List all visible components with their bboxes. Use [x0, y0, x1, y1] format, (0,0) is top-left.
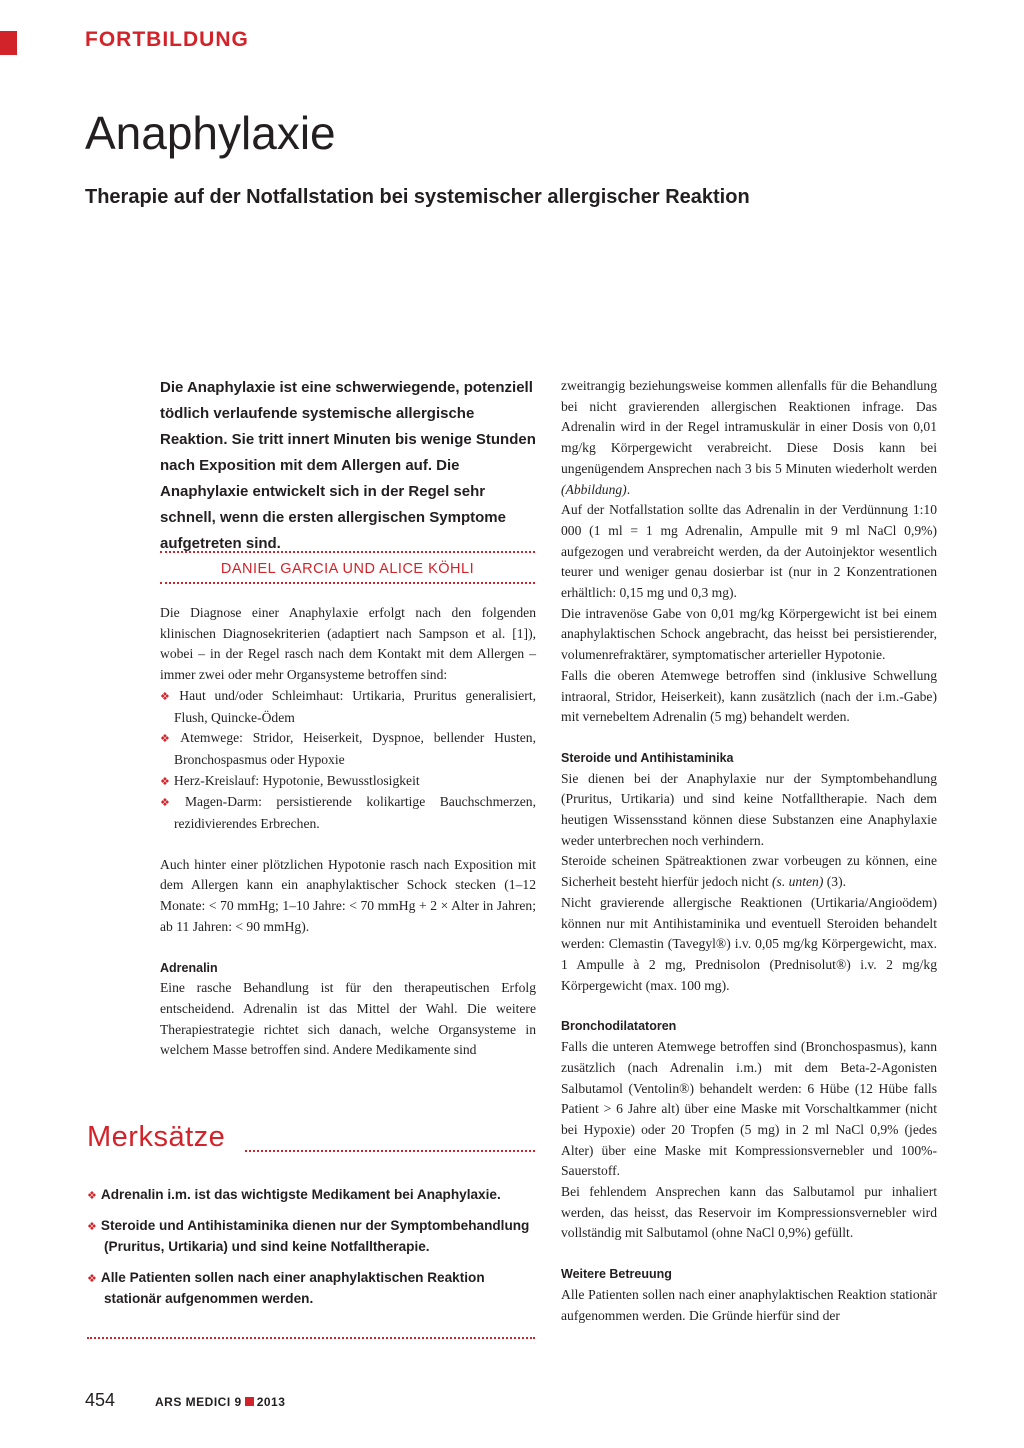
list-item: ❖ Haut und/oder Schleimhaut: Urtikaria, Pruritus generalisiert, Flush, Quincke-Ödem — [160, 687, 536, 725]
followup-paragraph: Alle Patienten sollen nach einer anaphylaktischen Reaktion stationär aufgenommen werden. Die Gründe hierfür sind der — [561, 1286, 937, 1323]
authors: DANIEL GARCIA UND ALICE KÖHLI — [220, 561, 475, 577]
article-title: Anaphylaxie — [85, 107, 336, 159]
journal-info — [155, 1395, 285, 1409]
heading-weitere-betreuung: Weitere Betreuung — [561, 1267, 672, 1282]
divider-bottom — [160, 582, 535, 584]
journal-year: 2013 — [256, 1395, 286, 1409]
merksatz-item: ❖ Steroide und Antihistaminika dienen nur der Symptombehandlung (Pruritus, Urtikaria) und sind keine Notfalltherapie. — [87, 1218, 530, 1254]
steroid-paragraph: Sie dienen bei der Anaphylaxie nur der Symptombehandlung (Pruritus, Urtikaria) und sind keine Notfalltherapie. Nach dem heutigen Wissensstand können diese Substanzen eine Anaphylaxie weder unterbrechen noch verhindern. — [561, 770, 937, 848]
late-reaction-paragraph: Steroide scheinen Spätreaktionen zwar vorbeugen zu können, eine Sicherheit besteht hierfür jedoch nicht (s. unten) (3). — [561, 853, 937, 890]
diamond-bullet-icon: ❖ — [87, 1272, 97, 1285]
merksaetze-bottom-divider — [87, 1337, 535, 1339]
heading-bronchodilatatoren: Bronchodilatatoren — [561, 1019, 677, 1034]
diamond-bullet-icon: ❖ — [87, 1220, 97, 1233]
merksaetze-heading: Merksätze — [87, 1121, 226, 1153]
antihistamine-paragraph: Nicht gravierende allergische Reaktionen (Urtikaria/Angioödem) können nur mit Antihistaminika und eventuell Steroiden behandelt werden: Clemastin (Tavegyl®) i.v. 0,05 mg/kg Körpergewicht, max. 1 Ampulle à 2 mg, Prednisolon (Prednisolut®) i.v. 2 mg/kg Körpergewicht (max. 100 mg). — [561, 894, 937, 993]
heading-adrenalin: Adrenalin — [160, 960, 218, 975]
hypotension-paragraph: Auch hinter einer plötzlichen Hypotonie rasch nach Exposition mit dem Allergen kann ein anaphylaktischer Schock stecken (1–12 Monate: < 70 mmHg; 1–10 Jahre: < 70 mmHg + 2 × Alter in Jahren; ab 11 Jahren: < 90 mmHg). — [160, 856, 536, 934]
lead-paragraph: Die Anaphylaxie ist eine schwerwiegende, potenziell tödlich verlaufende systemische allergische Reaktion. Sie tritt innert Minuten bis wenige Stunden nach Exposition mit dem Allergen auf. Die Anaphylaxie entwickelt sich in der Regel sehr schnell, wenn die ersten allergischen Symptome aufgetreten sind. — [160, 379, 536, 552]
adrenalin-paragraph: Eine rasche Behandlung ist für den therapeutischen Erfolg entscheidend. Adrenalin ist das Mittel der Wahl. Die weitere Therapiestrategie richtet sich danach, welche Organsysteme in welchem Masse betroffen sind. Andere Medikamente sind — [160, 980, 536, 1058]
separator-square-icon — [245, 1397, 254, 1406]
salbutamol-paragraph: Falls die unteren Atemwege betroffen sind (Bronchospasmus), kann zusätzlich (nach Adrenalin i.m.) mit dem Beta-2-Agonisten Salbutamol (Ventolin®) behandelt werden: 6 Hübe (12 Hübe falls Patient > 6 Jahre alt) über eine Maske mit Vorschaltkammer (nicht bei Hypoxie) oder 20 Tropfen (5 mg) in 2 ml NaCl 0,9% (jedes Alter) über eine Maske mit Kompressionsvernebler und 100%-Sauerstoff. — [561, 1039, 937, 1179]
divider-top — [160, 551, 535, 553]
body-column-1 — [160, 603, 536, 1061]
list-item: ❖ Atemwege: Stridor, Heiserkeit, Dyspnoe, bellender Husten, Bronchospasmus oder Hypoxie — [160, 730, 536, 767]
merksatz-item: ❖ Adrenalin i.m. ist das wichtigste Medikament bei Anaphylaxie. — [87, 1187, 501, 1202]
cross-reference: (s. unten) — [772, 874, 824, 890]
section-label: FORTBILDUNG — [85, 28, 249, 51]
diamond-bullet-icon: ❖ — [160, 774, 170, 788]
dilution-paragraph: Auf der Notfallstation sollte das Adrenalin in der Verdünnung 1:10 000 (1 ml = 1 mg Adrenalin, Ampulle mit 9 ml NaCl 0,9%) aufgezogen und verabreicht werden, da der Autoinjektor wesentlich teurer und weniger genau dosierbar ist (nur in 2 Konzentrationen erhältlich: 0,15 mg und 0,3 mg). — [561, 502, 937, 601]
salbutamol-pure-paragraph: Bei fehlendem Ansprechen kann das Salbutamol pur inhaliert werden, das heisst, das Reservoir im Kompressionsvernebler wird vollständig mit Salbutamol (ohne NaCl 0,9%) gefüllt. — [561, 1184, 937, 1241]
heading-steroide: Steroide und Antihistaminika — [561, 750, 734, 765]
page-number: 454 — [85, 1390, 116, 1410]
diamond-bullet-icon: ❖ — [160, 796, 181, 810]
diamond-bullet-icon: ❖ — [87, 1189, 97, 1202]
adrenalin-dose-paragraph: zweitrangig beziehungsweise kommen allenfalls für die Behandlung bei nicht gravierenden allergischen Reaktionen infrage. Das Adrenalin wird in der Regel intramuskulär in einer Dosis von 0,01 mg/kg Körpergewicht verabreicht. Diese Dosis kann bei ungenügendem Ansprechen nach 3 bis 5 Minuten wiederholt werden (Abbildung). — [561, 378, 937, 497]
list-item: ❖ Magen-Darm: persistierende kolikartige Bauchschmerzen, rezidivierendes Erbrechen. — [160, 794, 536, 832]
merksatz-item: ❖ Alle Patienten sollen nach einer anaphylaktischen Reaktion stationär aufgenommen werden. — [87, 1270, 485, 1306]
diamond-bullet-icon: ❖ — [160, 689, 176, 703]
article-subtitle: Therapie auf der Notfallstation bei systemischer allergischer Reaktion — [85, 186, 750, 208]
list-item: ❖ Herz-Kreislauf: Hypotonie, Bewusstlosigkeit — [160, 772, 420, 788]
intravenous-paragraph: Die intravenöse Gabe von 0,01 mg/kg Körpergewicht ist bei einem anaphylaktischen Schock angebracht, das heisst bei persistierender, volumenrefraktärer, symptomatischer arterieller Hypotonie. — [561, 605, 937, 663]
body-column-2 — [561, 376, 937, 1326]
diamond-bullet-icon: ❖ — [160, 732, 177, 746]
nebulized-paragraph: Falls die oberen Atemwege betroffen sind (inklusive Schwellung intraoral, Stridor, Heiserkeit), kann zusätzlich (nach der i.m.-Gabe) mit vernebeltem Adrenalin (5 mg) behandelt werden. — [561, 667, 937, 725]
merksaetze-heading-dots — [245, 1150, 535, 1152]
figure-reference: (Abbildung) — [561, 481, 627, 497]
journal-name: ARS MEDICI 9 — [155, 1395, 242, 1409]
section-color-marker — [0, 31, 17, 55]
diagnosis-intro: Die Diagnose einer Anaphylaxie erfolgt nach den folgenden klinischen Diagnosekriterien (adaptiert nach Sampson et al. [1]), wobei – in der Regel rasch nach dem Kontakt mit dem Allergen – immer zwei oder mehr Organsysteme betroffen sind: — [160, 605, 536, 683]
